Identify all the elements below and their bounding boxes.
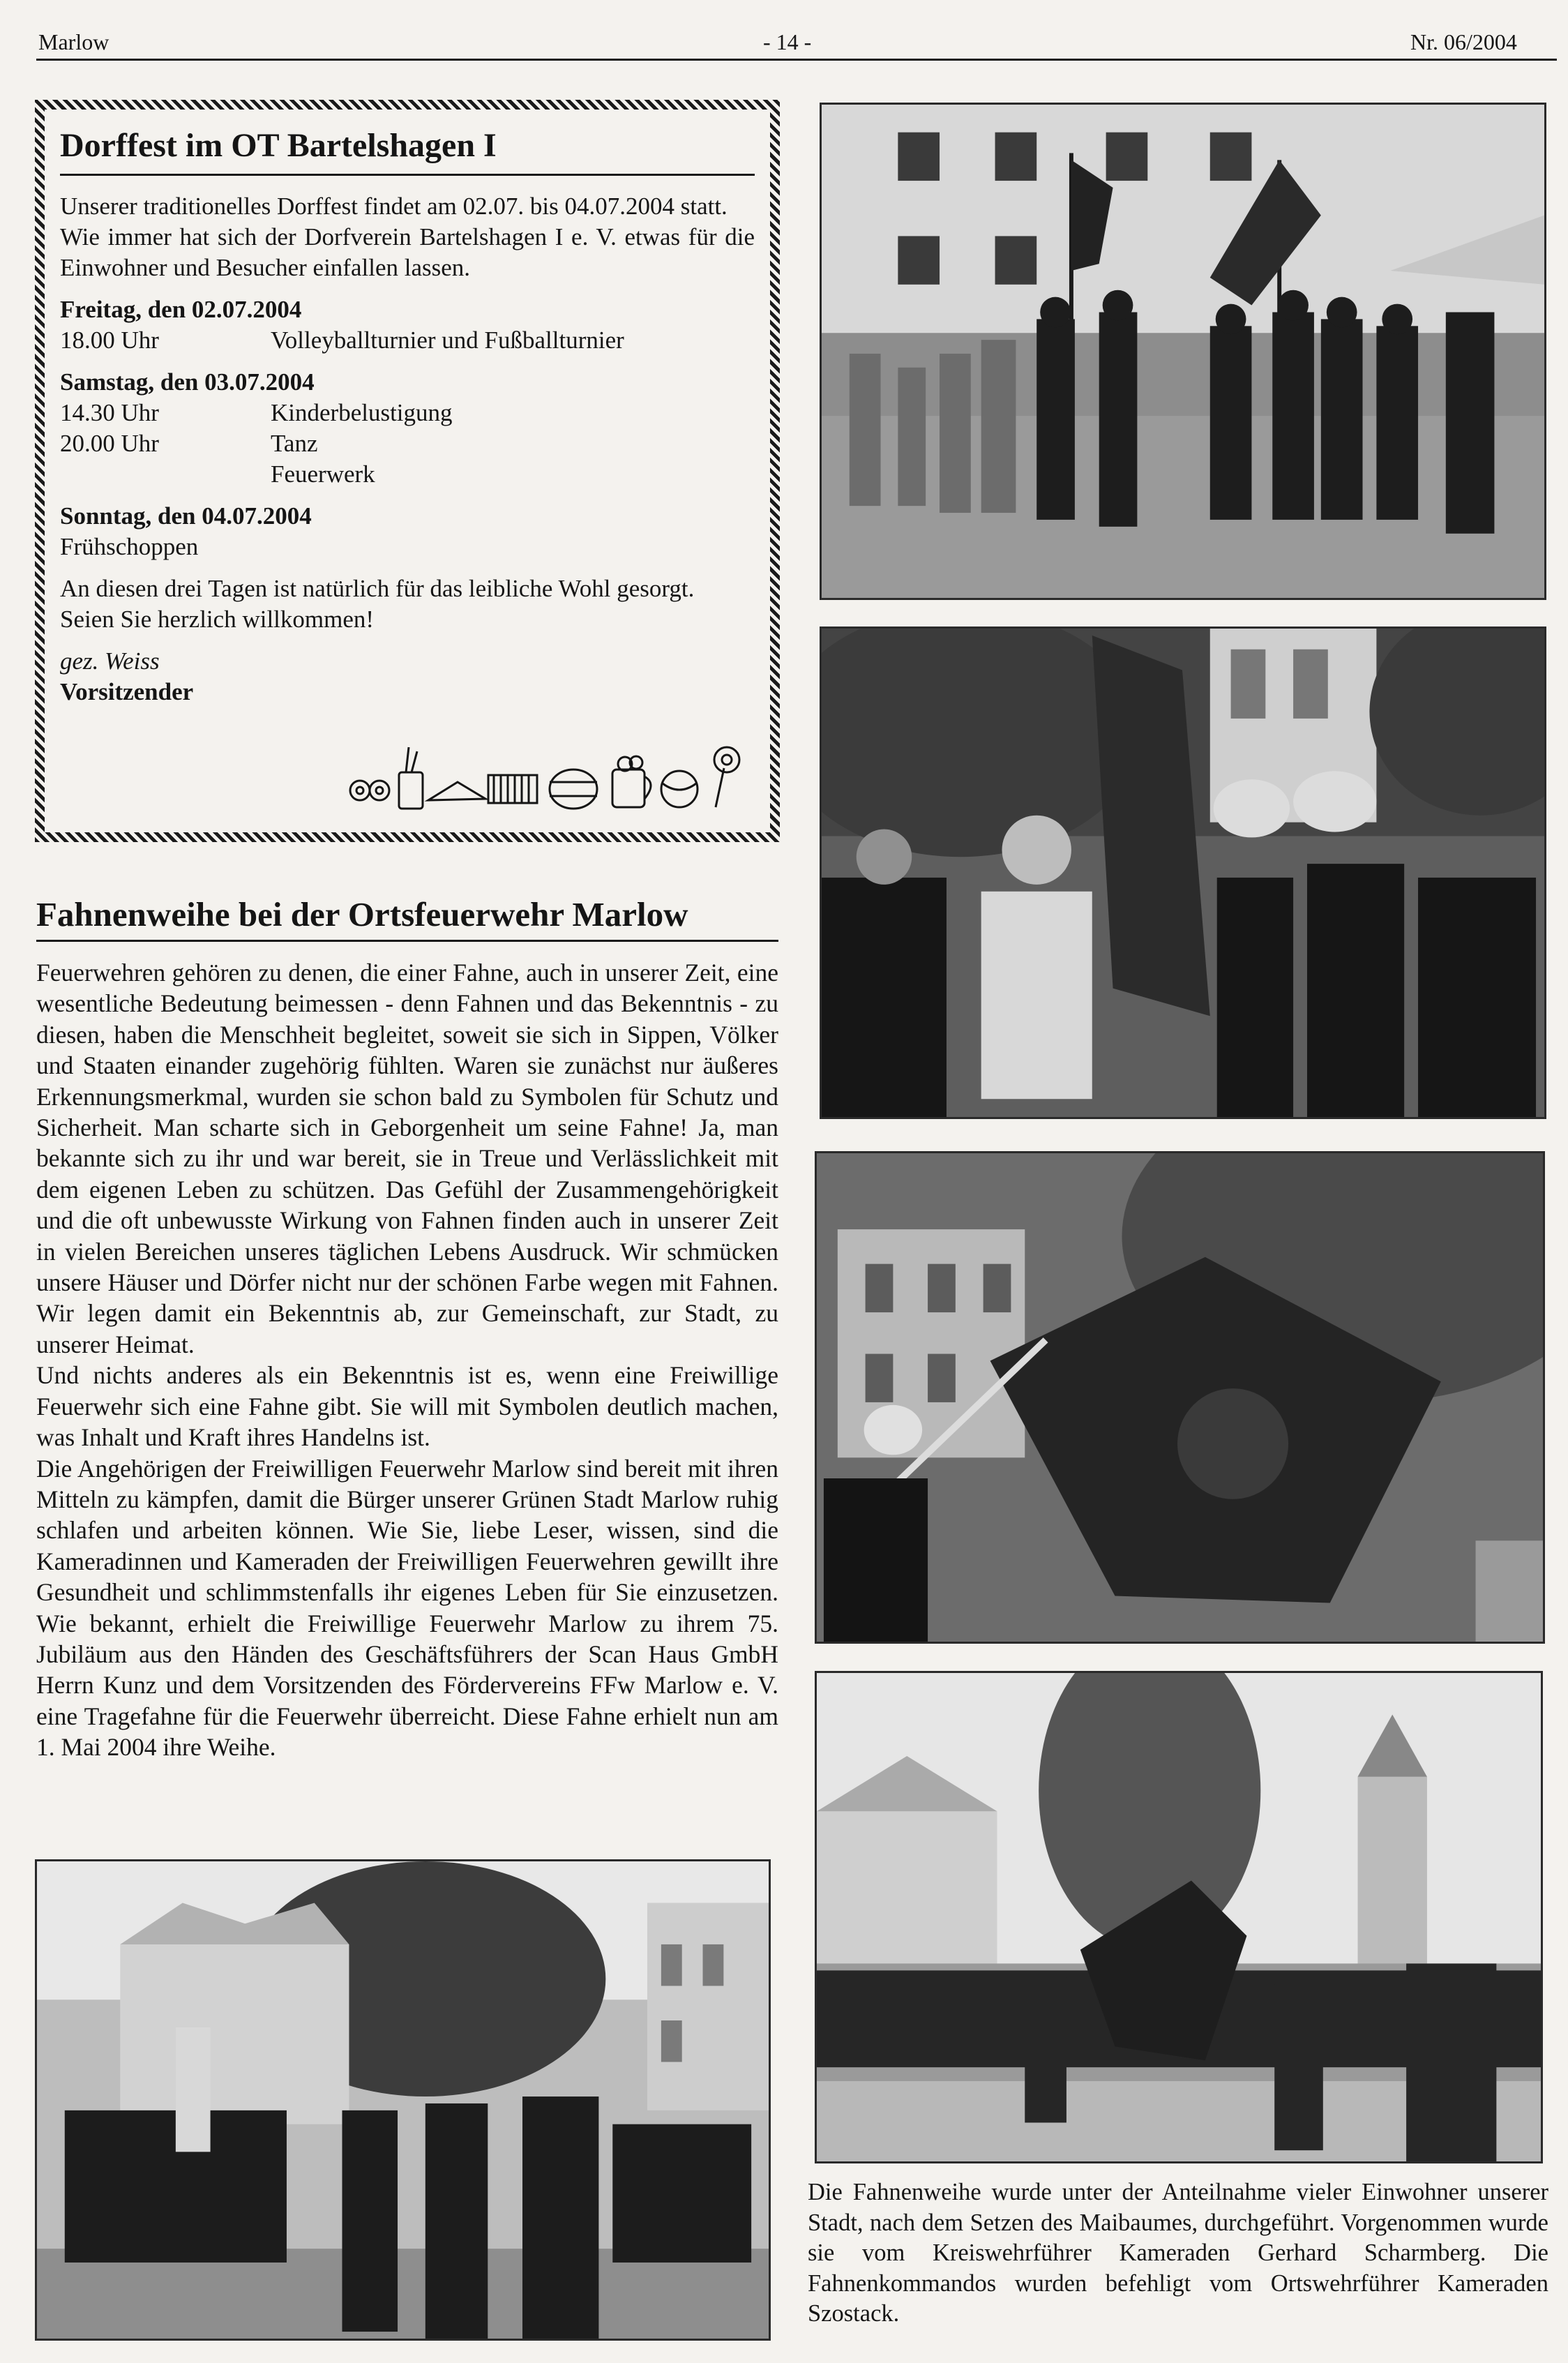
- event-box: [35, 100, 780, 842]
- article-title: Fahnenweihe bei der Ortsfeuerwehr Marlow: [36, 895, 688, 933]
- article-paragraph: Feuerwehren gehören zu denen, die einer Fahne, auch in unserer Zeit, eine wesentliche Bedeutung beimessen - denn Fahnen und das Bekenntnis - zu diesen, haben die Menschheit begleitet, soweit sie sich in Sippen, Völker und Staaten einander zugehörig fühlten. Waren sie zunächst nur äußeres Erkennungsmerkmal, wurden sie schon bald zu Symbolen für Schutz und Sicherheit. Man scharte sich in Geborgenheit um seine Fahne! Ja, man bekannte sich zu ihr und war bereit, sie in Treue und Verlässlichkeit mit dem eigenen Leben zu schützen. Das Gefühl der Zusammengehörigkeit und die oft unbewusste Wirkung von Fahnen finden auch in unserer Zeit in vielen Bereichen unseres täglichen Lebens Ausdruck. Wir schmücken unsere Häuser und Dörfer nicht nur der schönen Farbe wegen mit Fahnen. Wir legen damit ein Bekenntnis ab, zur Gemeinschaft, zur Stadt, zu unserer Heimat.: [36, 959, 778, 1358]
- schedule-item: Feuerwerk: [271, 460, 375, 488]
- schedule-item: Kinderbelustigung: [271, 399, 453, 426]
- schedule-row: [60, 398, 755, 428]
- schedule-row: [60, 459, 755, 490]
- schedule-time: 18.00 Uhr: [60, 327, 159, 354]
- schedule-time: 14.30 Uhr: [60, 399, 159, 426]
- saturday-heading: Samstag, den 03.07.2004: [60, 368, 315, 396]
- header-town: Marlow: [38, 29, 110, 54]
- page-number: - 14 -: [763, 29, 812, 54]
- event-intro-2: Wie immer hat sich der Dorfverein Bartelshagen I e. V. etwas für die Einwohner und Besucher einfallen lassen.: [60, 223, 755, 281]
- event-title: Dorffest im OT Bartelshagen I: [60, 127, 497, 164]
- schedule-item: Volleyballturnier und Fußballturnier: [271, 327, 624, 354]
- photo-parade-square: [35, 1859, 771, 2341]
- schedule-row: [60, 428, 755, 459]
- photo-flag-presentation: [820, 627, 1546, 1119]
- article-paragraph: Und nichts anderes als ein Bekenntnis ist es, wenn eine Freiwillige Feuerwehr sich eine Fahne gibt. Sie will mit Symbolen deutlich machen, was Inhalt und Kraft ihres Handelns ist.: [36, 1361, 778, 1452]
- article-paragraph: Die Angehörigen der Freiwilligen Feuerwehr Marlow sind bereit mit ihren Mitteln zu kämpfen, damit die Bürger unserer Grünen Stadt Marlow ruhig schlafen und arbeiten können. Wie Sie, liebe Leser, wissen, sind die Kameradinnen und Kameraden der Freiwilligen Feuerwehren gewillt ihre Gesundheit und schlimmstenfalls ihr eigenes Leben für Sie einzusetzen. Wie bekannt, erhielt die Freiwillige Feuerwehr Marlow zu ihrem 75. Jubiläum aus den Händen des Geschäftsführers der Scan Haus GmbH Herrn Kunz und dem Vorsitzenden des Fördervereins FFw Marlow e. V. eine Tragefahne für die Feuerwehr überreicht. Diese Fahne erhielt nun am 1. Mai 2004 ihre Weihe.: [36, 1454, 778, 1762]
- event-intro-1: Unserer traditionelles Dorffest findet am 02.07. bis 04.07.2004 statt.: [60, 193, 728, 220]
- schedule-time: [60, 459, 271, 490]
- schedule-item: Tanz: [271, 430, 318, 457]
- signature: gez. Weiss: [60, 647, 160, 675]
- photo-flag-waving: [815, 1151, 1545, 1644]
- header-rule: [36, 59, 1557, 61]
- friday-heading: Freitag, den 02.07.2004: [60, 296, 302, 323]
- festival-clipart-icon: [339, 740, 764, 817]
- event-closing-2: Seien Sie herzlich willkommen!: [60, 606, 375, 633]
- schedule-time: 20.00 Uhr: [60, 430, 159, 457]
- sunday-heading: Sonntag, den 04.07.2004: [60, 502, 312, 530]
- photo-square-crowd: [815, 1671, 1543, 2163]
- sunday-item: Frühschoppen: [60, 533, 199, 560]
- event-closing-1: An diesen drei Tagen ist natürlich für das leibliche Wohl gesorgt.: [60, 575, 695, 602]
- issue-number: Nr. 06/2004: [1410, 29, 1517, 54]
- article-title-rule: [36, 940, 778, 942]
- signer-role: Vorsitzender: [60, 678, 194, 705]
- event-title-rule: [60, 174, 755, 176]
- article-body: [36, 957, 778, 1763]
- photo-firefighters-building: [820, 103, 1546, 600]
- photo-caption: Die Fahnenweihe wurde unter der Anteilnahme vieler Einwohner unserer Stadt, nach dem Setzen des Maibaumes, durchgeführt. Vorgenommen wurde sie vom Kreiswehrführer Kameraden Gerhard Scharmberg. Die Fahnenkommandos wurden befehligt vom Ortswehrführer Kameraden Szostack.: [808, 2179, 1548, 2327]
- schedule-row: [60, 325, 755, 356]
